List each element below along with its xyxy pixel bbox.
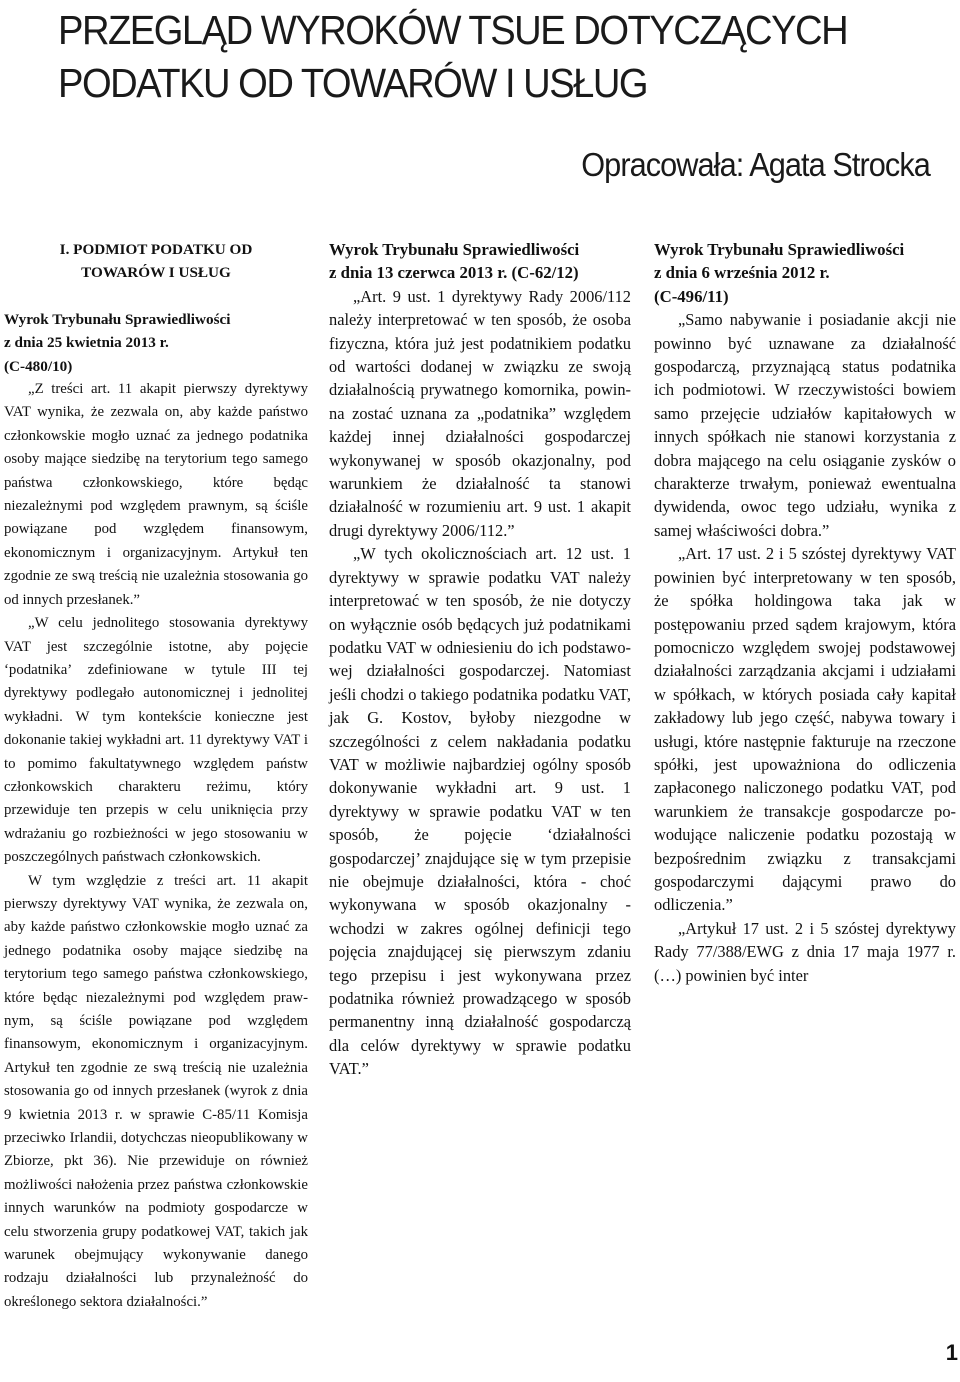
judgment-3-date: z dnia 6 września 2012 r. (654, 263, 830, 283)
judgment-3-court: Wyrok Trybunału Sprawiedliwości (654, 240, 905, 259)
text-column-3 (654, 238, 956, 987)
judgment-1-case: (C-480/10) (4, 357, 73, 375)
judgment-1-date: z dnia 25 kwietnia 2013 r. (4, 334, 169, 352)
document-title-line-1: PRZEGLĄD WYROKÓW TSUE DOTYCZĄCYCH (58, 7, 848, 53)
judgment-1-court: Wyrok Trybunału Sprawiedliwości (4, 310, 231, 328)
judgment-2-date-case: z dnia 13 czerwca 2013 r. (C-62/12) (329, 263, 579, 283)
judgment-3-paragraph-3: „Artykuł 17 ust. 2 i 5 szóstej dyrektywy Rady 77/388/EWG z dnia 17 maja 1977 r. (…) powinien być inter (654, 918, 956, 985)
section-heading-line-2: TOWARÓW I USŁUG (81, 264, 231, 282)
judgment-1-paragraph-3: W tym względzie z treści art. 11 akapit pierwszy dyrektywy VAT wynika, że zezwala on, aby każde państwo członkowskie mogło uznać za jednego podatnika osoby mające siedzibę na terytorium tego samego państwa członkowskiego, które będąc niezależnymi pod względem prawnym, są ściśle powiązane pod względem finansowym, ekonomicznym i organizacyjnym. Artykuł ten zgodnie ze swą treścią nie uzależnia stosowania go od innych przesłanek (wyrok z dnia 9 kwietnia 2013 r. w sprawie C-85/11 Komisja przeciwko Irlandii, dotychczas nieopublikowany w Zbiorze, pkt 36). Nie przewiduje on również możliwości nałożenia przez państwa członkowskie innych warunków na podmioty gospodarcze w celu stworzenia grupy podatkowej VAT, takich jak warunek obejmujący wykonywanie danego rodzaju działalności lub przynależność do określonego sektora działalności.” (4, 872, 308, 1310)
text-column-2 (329, 238, 631, 1081)
judgment-1-paragraph-1: „Z treści art. 11 akapit pierwszy dyrektywy VAT wynika, że zezwala on, aby każde państwo członkowskie mogło uznać za jednego podatnika osoby mające siedzibę na terytorium tego samego państwa członkowskiego, które będąc niezależnymi pod względem prawnym, są ściśle powiązane pod względem finansowym, ekonomicznym i organizacyjnym. Artykuł ten zgodnie ze swą treścią nie uzależnia stosowania go od innych przesłanek.” (4, 381, 308, 608)
document-title (58, 4, 876, 110)
judgment-2-paragraph-1: „Art. 9 ust. 1 dyrektywy Rady 2006/112 należy interpretować w ten sposób, że osoba fizyczna, która już jest podatnikiem podatku od wartości dodanej w związku ze swoją działalnością prywatnego komornika, powinna zostać uznana za „podatnika” względem każdej innej działalności gospodarczej wykonywanej w sposób okazjonalny, pod warunkiem że działalność ta stanowi działalność w rozumieniu art. 9 ust. 1 akapit drugi dyrektywy 2006/112.” (329, 286, 631, 540)
judgment-2-paragraph-2: „W tych okolicznościach art. 12 ust. 1 dyrektywy w sprawie podatku VAT należy interpretować w ten sposób, że nie dotyczy on wyłącznie osób będących już podatnikami podatku VAT w odniesieniu do ich podstawowej działalności gospodarczej. Natomiast jeśli chodzi o takiego podatnika podatku VAT, jak G. Kostov, byłoby niezgodne w szczególności z celem nakładania podatku VAT w możliwie najbardziej ogólny sposób dokonywanie wykładni art. 9 ust. 1 dyrektywy w sprawie podatku VAT w ten sposób, że pojęcie ‘działalności gospodarczej’ znajdujące się w tym przepisie nie obejmuje działalności, która - choć wykonywana w sposób okazjonalny - wchodzi w zakres ogólnej definicji tego pojęcia znajdującej się pierwszym zdaniu tego przepisu i jest wykonywana przez podatnika również prowadzącego w sposób permanentny inną działalność gospodarczą dla celów dyrektywy w sprawie podatku VAT.” (329, 544, 631, 1079)
judgment-3-paragraph-2: „Art. 17 ust. 2 i 5 szóstej dyrektywy VAT powinien być interpretowany w ten sposób, że spółka holdingowa taka jak w postępowaniu przed sądem krajowym, która pomocniczo względem swojej podstawowej działalności zarządzania akcjami i udziałami w spółkach, w których posiada cały kapitał zakładowy lub jego część, nabywa towary i usługi, które następnie fakturuje na rzeczone spółki, jest upoważniona do odliczenia zapłaconego naliczonego podatku VAT, pod warunkiem że transakcje gospodarcze powodujące naliczenie podatku pozostają w bezpośrednim związku z transakcjami gospodarczymi dającymi prawo do odliczenia.” (654, 544, 956, 915)
judgment-3-case: (C-496/11) (654, 286, 729, 306)
author-byline: Opracowała: Agata Strocka (581, 146, 930, 183)
judgment-1-paragraph-2: „W celu jednolitego stosowania dyrektywy VAT jest szczególnie istotne, aby pojęcie ‘podatnika’ zdefiniowane w tytule III tej dyrektywy podlegało autonomicznej i jednolitej wykładni. W tym kontekście konieczne jest dokonanie takiej wykładni art. 11 dyrektywy VAT i to pomimo fakultatywnego względem państw członkowskich charakteru reżimu, który przewiduje ten przepis w celu uniknięcia przy wdrażaniu go rozbieżności w jego stosowaniu w poszczególnych państwach członkowskich. (4, 615, 308, 866)
page-number: 1 (945, 1340, 958, 1365)
judgment-2-court: Wyrok Trybunału Sprawiedliwości (329, 240, 580, 259)
judgment-3-paragraph-1: „Samo nabywanie i posiadanie akcji nie powinno być uznawane za działalność gospodarczą, przyznającą status podatnika ich podmiotowi. W rzeczywistości bowiem samo przejęcie udziałów kapitałowych w innych spółkach nie stanowi korzystania z dobra mającego na celu osiąganie zysków o charakterze trwałym, ponieważ ewentualna dywidenda, owoc tego udziału, wynika z samej właściwości dobra.” (654, 310, 956, 540)
text-column-1 (4, 238, 308, 1314)
section-heading-line-1: I. PODMIOT PODATKU OD (59, 241, 253, 258)
document-title-line-2: PODATKU OD TOWARÓW I USŁUG (58, 60, 648, 106)
